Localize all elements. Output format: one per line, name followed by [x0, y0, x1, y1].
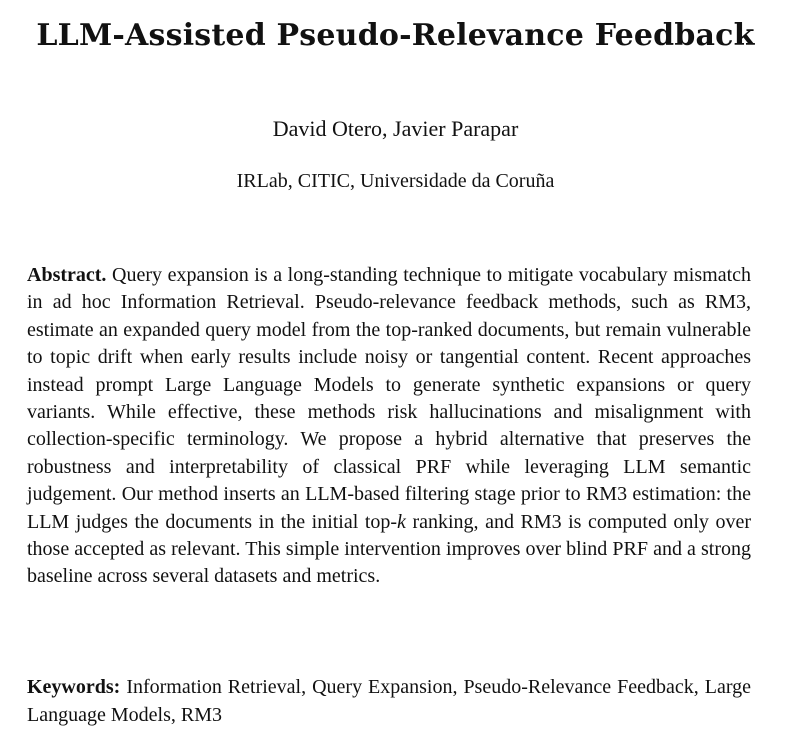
paper-affiliation: IRLab, CITIC, Universidade da Coruña	[236, 170, 555, 192]
abstract-text: Query expansion is a long-standing technique to mitigate vocabulary mismatch in ad hoc Information Retrieval. Pseudo-relevance feedback methods, such as RM3, estimate an expanded query model from the top-ranked documents, but remain vulnerable to topic drift when early results include noisy or tangential content. Recent approaches instead prompt Large Language Models to generate synthetic expansions or query variants. While effective, these methods risk hallucinations and misalignment with collection-specific terminology. We propose a hybrid alternative that preserves the robustness and interpretability of classical PRF while leveraging LLM semantic judgement. Our method inserts an LLM-based filtering stage prior to RM3 estimation: the LLM judges the documents in the initial top-k ranking, and RM3 is computed only over those accepted as relevant. This simple intervention improves over blind PRF and a strong baseline across several datasets and metrics.	[27, 264, 752, 588]
paper-authors: David Otero, Javier Parapar	[272, 116, 519, 141]
math-k: k	[397, 510, 406, 533]
keywords-section	[27, 673, 751, 729]
abstract-label: Abstract.	[27, 264, 107, 286]
keywords-label: Keywords:	[27, 676, 121, 698]
keywords-text: Information Retrieval, Query Expansion, Pseudo-Relevance Feedback, Large Language Models, RM3	[27, 676, 752, 726]
paper-title: LLM-Assisted Pseudo-Relevance Feedback	[36, 18, 755, 53]
abstract-section	[27, 262, 751, 591]
